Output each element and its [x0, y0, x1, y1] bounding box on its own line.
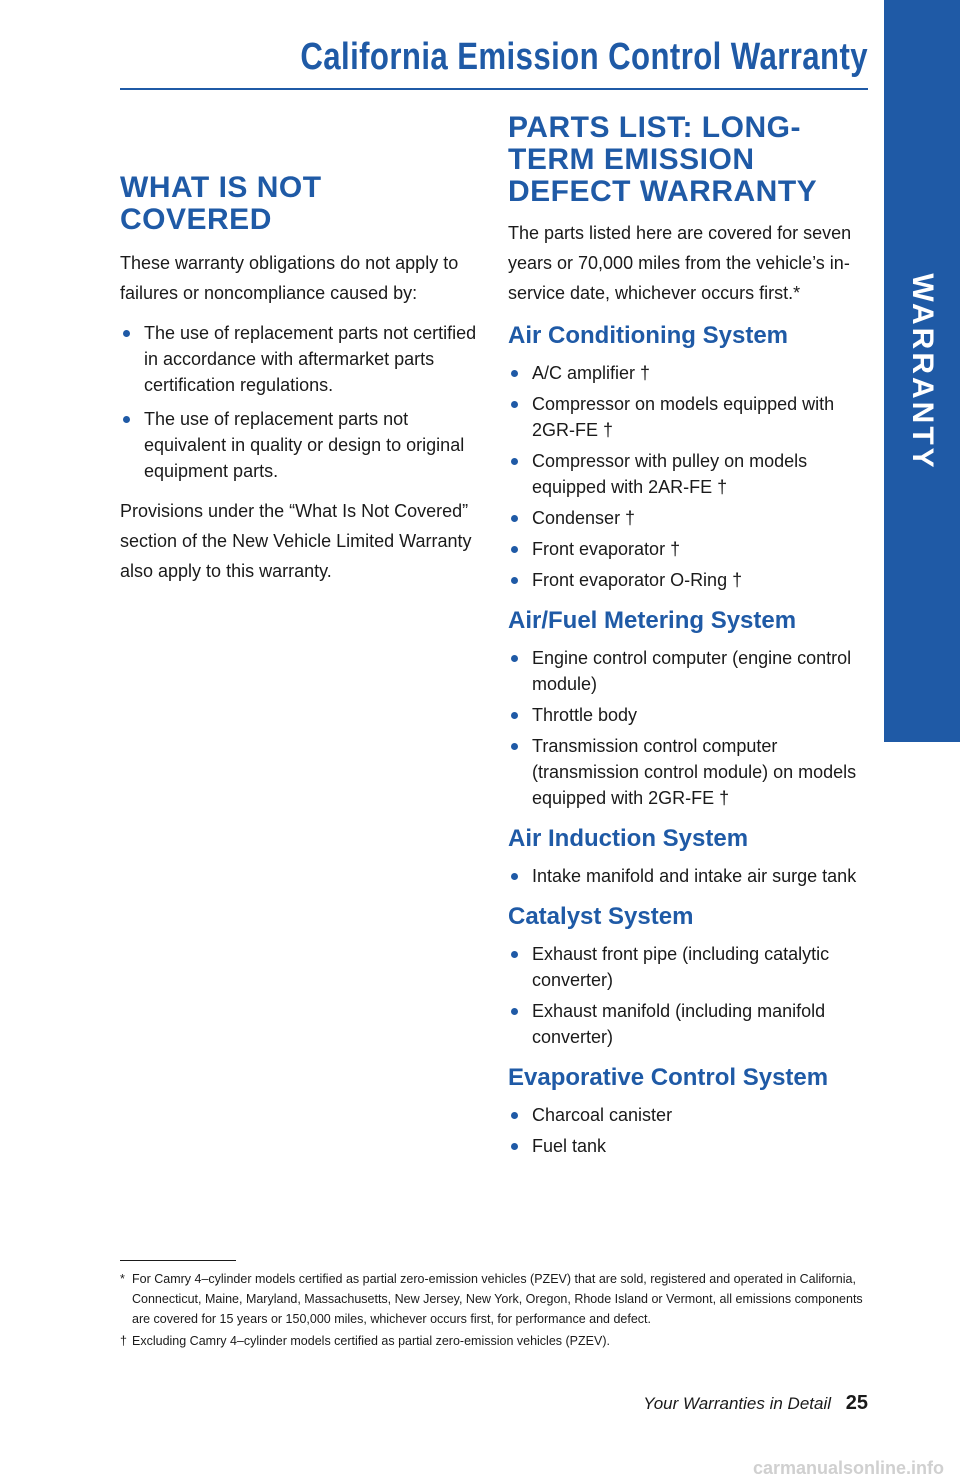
section-list: [508, 941, 868, 1050]
list-item: Charcoal canister: [508, 1102, 868, 1128]
parts-list-intro: The parts listed here are covered for seven years or 70,000 miles from the vehicle’s in-service date, whichever occurs first.*: [508, 223, 852, 303]
not-covered-intro: These warranty obligations do not apply to failures or noncompliance caused by:: [120, 253, 459, 303]
parts-list-heading: PARTS LIST: LONG-TERM EMISSION DEFECT WARRANTY: [508, 111, 818, 208]
footnote-star: [120, 1269, 868, 1329]
list-item: Fuel tank: [508, 1133, 868, 1159]
list-item: A/C amplifier †: [508, 360, 868, 386]
list-item: The use of replacement parts not equivalent in quality or design to original equipment parts.: [120, 406, 480, 484]
watermark: carmanualsonline.info: [752, 1458, 944, 1478]
section-list: [508, 360, 868, 593]
list-item: Exhaust front pipe (including catalytic converter): [508, 941, 868, 993]
list-item: Condenser †: [508, 505, 868, 531]
list-item: Front evaporator †: [508, 536, 868, 562]
footnote-text: Excluding Camry 4–cylinder models certified as partial zero-emission vehicles (PZEV).: [132, 1334, 610, 1348]
page-title: California Emission Control Warranty: [300, 36, 869, 78]
right-column: [508, 112, 868, 1159]
list-item: Compressor with pulley on models equipped with 2AR-FE †: [508, 448, 868, 500]
list-item: Front evaporator O-Ring †: [508, 567, 868, 593]
list-item: Compressor on models equipped with 2GR-FE †: [508, 391, 868, 443]
section-heading: Evaporative Control System: [508, 1064, 829, 1091]
section-list: [508, 645, 868, 811]
footer-label: Your Warranties in Detail: [643, 1394, 832, 1413]
footnote-mark: †: [120, 1334, 127, 1348]
list-item: Throttle body: [508, 702, 868, 728]
not-covered-heading: WHAT IS NOT COVERED: [120, 171, 322, 236]
list-item: The use of replacement parts not certified in accordance with aftermarket parts certification regulations.: [120, 320, 480, 398]
list-item: Engine control computer (engine control module): [508, 645, 868, 697]
section-heading: Air Induction System: [508, 825, 749, 852]
section-list: [508, 1102, 868, 1159]
footnote-dagger: [120, 1331, 868, 1351]
page-number: 25: [845, 1392, 868, 1414]
section-heading: Air/Fuel Metering System: [508, 607, 797, 634]
footnote-text: For Camry 4–cylinder models certified as partial zero-emission vehicles (PZEV) that are sold, registered and operated in California, Connecticut, Maine, Maryland, Massachusetts, New Jersey, New York, Oregon, Rhode Island or Vermont, all emissions components are covered for 15 years or 150,000 miles, whichever occurs first, for performance and defect.: [132, 1272, 863, 1326]
list-item: Transmission control computer (transmission control module) on models equipped with 2GR-FE †: [508, 733, 868, 811]
page-footer: [643, 1392, 868, 1415]
provisions-text: Provisions under the “What Is Not Covered” section of the New Vehicle Limited Warranty also apply to this warranty.: [120, 501, 472, 581]
section-heading: Catalyst System: [508, 903, 694, 930]
list-item: Exhaust manifold (including manifold converter): [508, 998, 868, 1050]
list-item: Intake manifold and intake air surge tank: [508, 863, 868, 889]
footnotes: [120, 1269, 868, 1351]
footnote-divider: [120, 1260, 236, 1261]
section-list: [508, 863, 868, 889]
left-column: [120, 172, 480, 586]
not-covered-list: [120, 320, 480, 484]
section-heading: Air Conditioning System: [508, 322, 789, 349]
title-divider: [120, 88, 868, 90]
section-tab-label: WARRANTY: [906, 273, 939, 471]
footnote-mark: *: [120, 1272, 125, 1286]
